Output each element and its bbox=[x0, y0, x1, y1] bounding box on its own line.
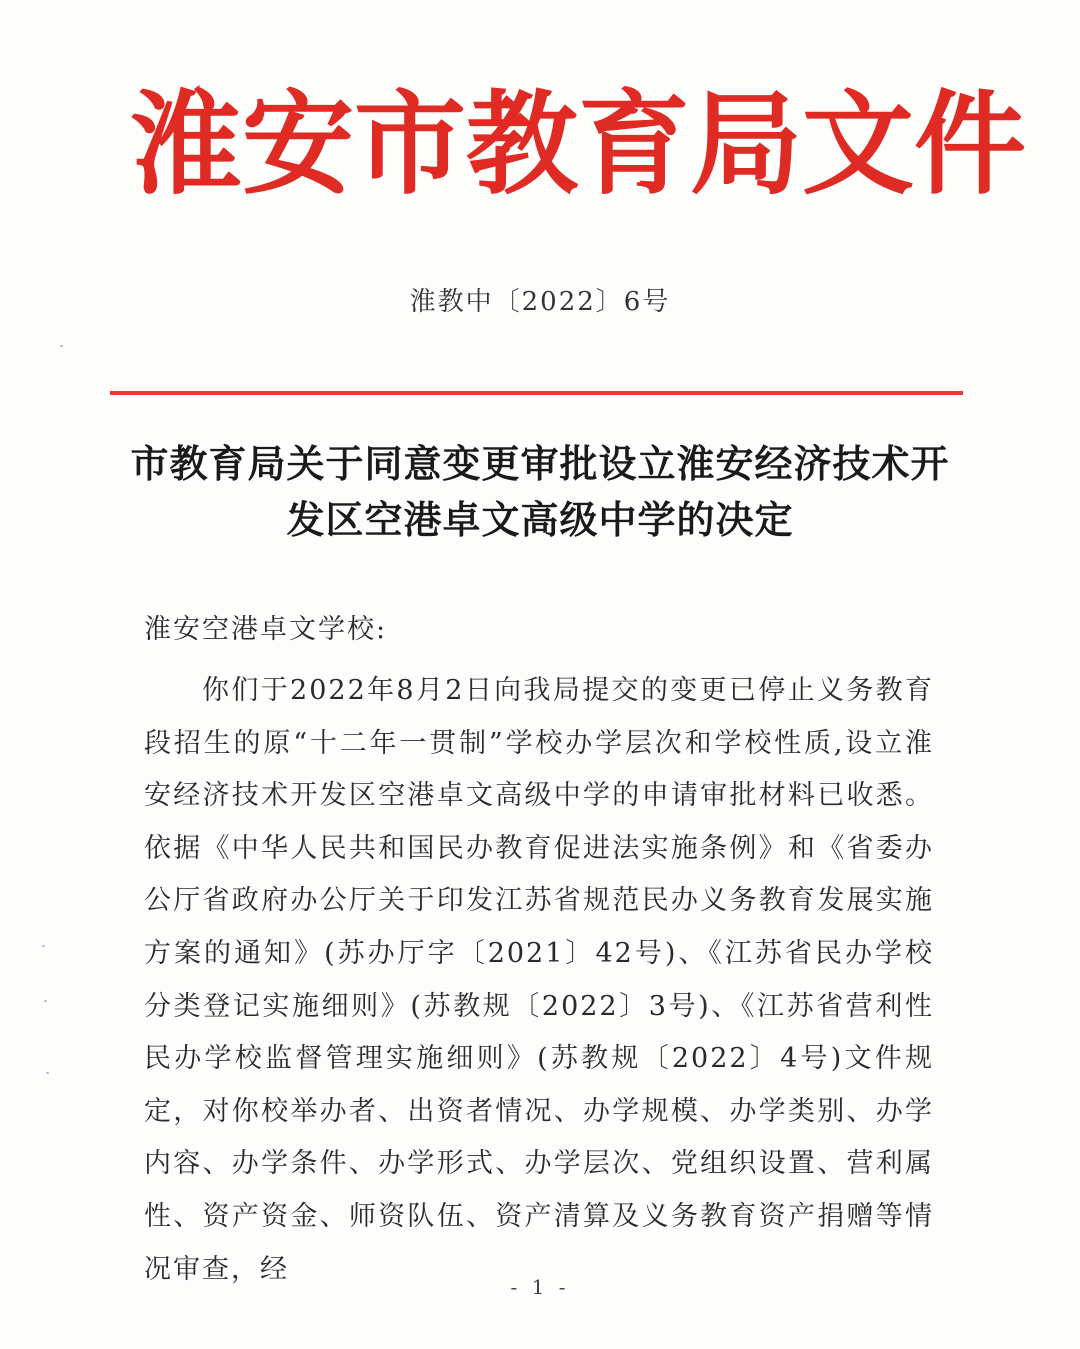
body-paragraph: 你们于2022年8月2日向我局提交的变更已停止义务教育段招生的原“十二年一贯制”学校办学层次和学校性质,设立淮安经济技术开发区空港卓文高级中学的申请审批材料已收悉。依据《中华人民共和国民办教育促进法实施条例》和《省委办公厅省政府办公厅关于印发江苏省规范民办义务教育发展实施方案的通知》(苏办厅字〔2021〕42号)、《江苏省民办学校分类登记实施细则》(苏教规〔2022〕3号)、《江苏省营利性民办学校监督管理实施细则》(苏教规〔2022〕4号)文件规定，对你校举办者、出资者情况、办学规模、办学类别、办学内容、办学条件、办学形式、办学层次、党组织设置、营利属性、资产资金、师资队伍、资产清算及义务教育资产捐赠等情况审查，经 bbox=[144, 675, 934, 1285]
document-number: 淮教中〔2022〕6号 bbox=[409, 287, 671, 317]
scan-speck bbox=[42, 945, 45, 947]
issuer-masthead: 淮安市教育局文件 bbox=[130, 80, 1026, 210]
scan-speck bbox=[46, 1072, 49, 1074]
red-divider-rule bbox=[110, 391, 963, 395]
page-number: - 1 - bbox=[510, 1275, 570, 1299]
document-title: 市教育局关于同意变更审批设立淮安经济技术开发区空港卓文高级中学的决定 bbox=[130, 442, 950, 542]
scan-speck bbox=[44, 1000, 47, 1002]
scan-speck bbox=[60, 345, 63, 347]
salutation: 淮安空港卓文学校: bbox=[144, 614, 388, 645]
